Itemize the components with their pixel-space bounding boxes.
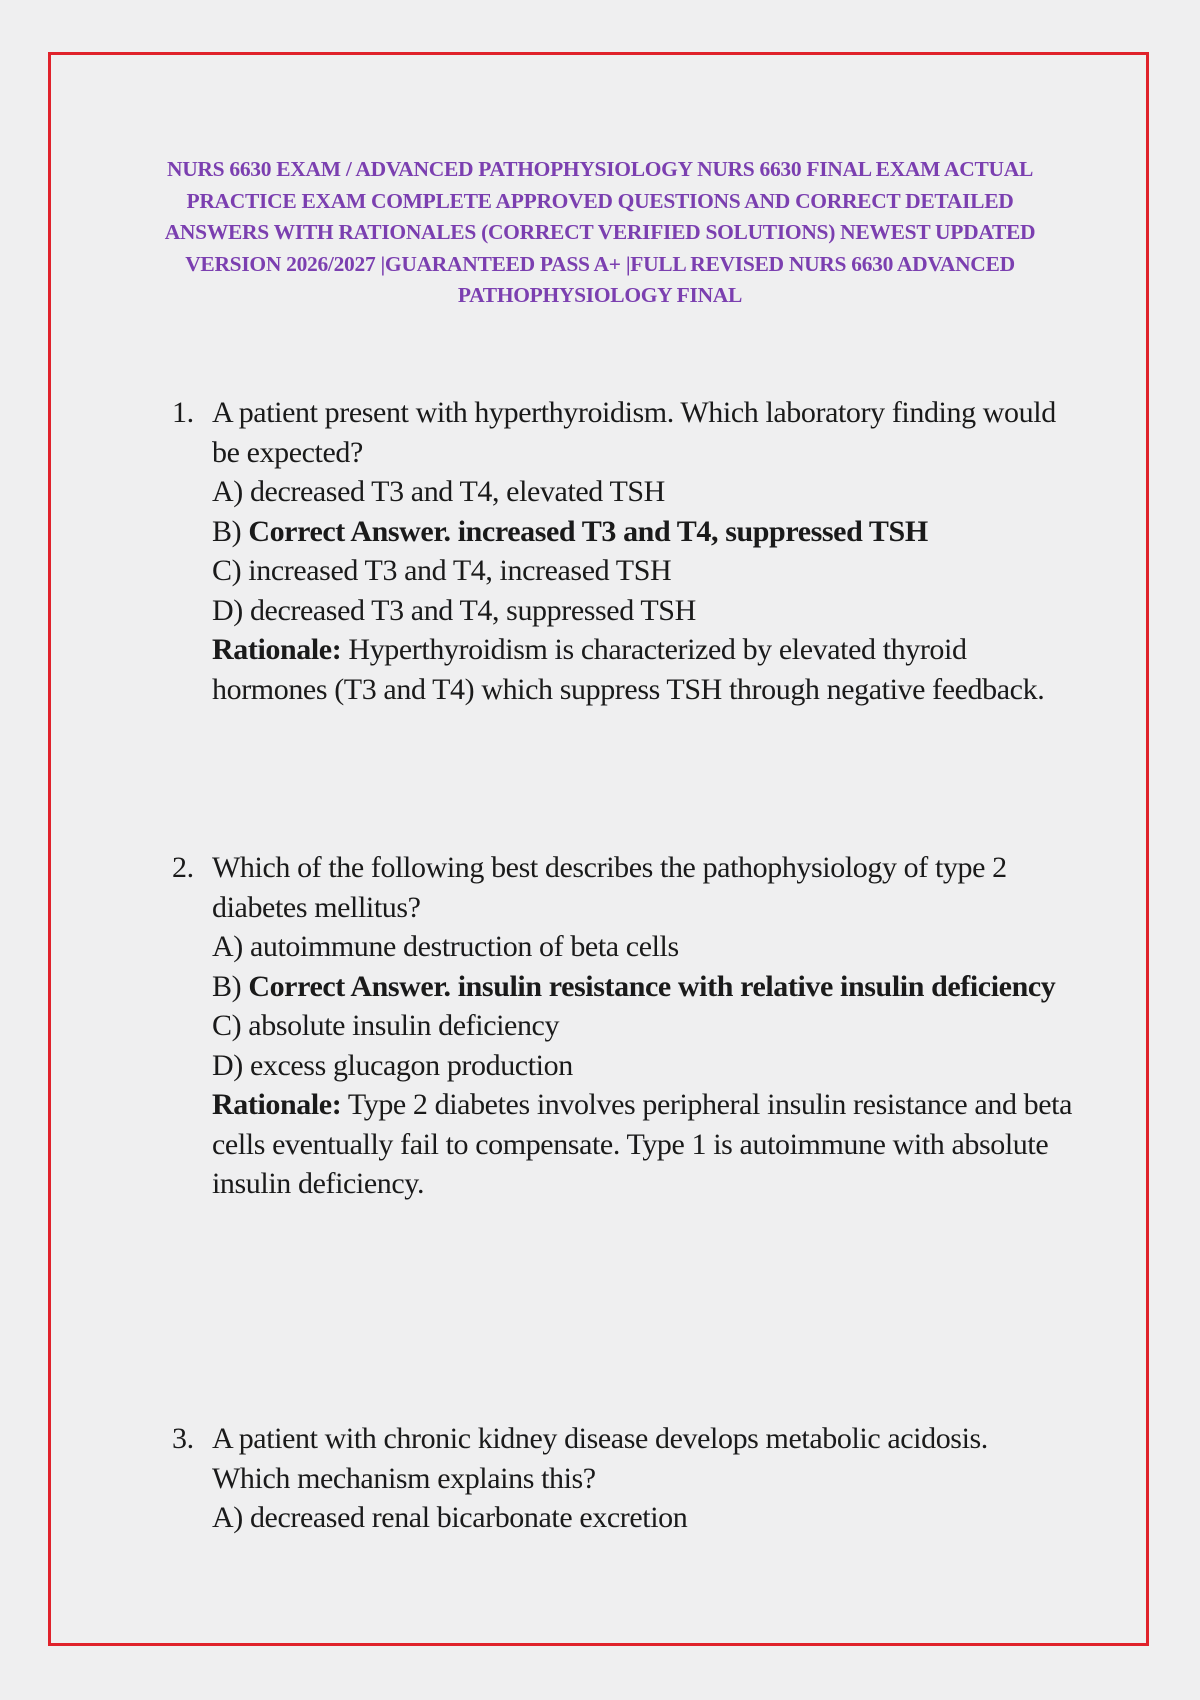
question-1: [172, 393, 1072, 709]
option-a: A) decreased renal bicarbonate excretion: [212, 1501, 688, 1534]
question-number: 1.: [172, 396, 194, 429]
question-stem: A patient with chronic kidney disease develops metabolic acidosis. Which mechanism explains this?: [212, 1422, 988, 1495]
option-b-prefix: B): [212, 969, 249, 1003]
option-d: D) decreased T3 and T4, suppressed TSH: [212, 593, 696, 627]
option-b: [212, 967, 1072, 1007]
rationale-label: Rationale:: [212, 633, 342, 666]
document-title: NURS 6630 EXAM / ADVANCED PATHOPHYSIOLOGY NURS 6630 FINAL EXAM ACTUAL PRACTICE EXAM COMPLETE APPROVED QUESTIONS AND CORRECT DETAILED ANSWERS WITH RATIONALES (CORRECT VERIFIED SOLUTIONS) NEWEST UPDATED VERSION 2026/2027 |GUARANTEED PASS A+ |FULL REVISED NURS 6630 ADVANCED PATHOPHYSIOLOGY FINAL: [164, 157, 1036, 307]
option-c: C) absolute insulin deficiency: [212, 1009, 560, 1042]
rationale-text: Type 2 diabetes involves peripheral insulin resistance and beta cells eventually fail to compensate. Type 1 is autoimmune with absolute insulin deficiency.: [212, 1088, 1073, 1200]
option-a: A) autoimmune destruction of beta cells: [212, 930, 679, 963]
option-a: A) decreased T3 and T4, elevated TSH: [212, 475, 665, 508]
question-3: [172, 1419, 1072, 1538]
option-b-prefix: B): [212, 514, 249, 548]
question-2: [172, 848, 1072, 1204]
option-b: [212, 512, 1072, 552]
option-c: C) increased T3 and T4, increased TSH: [212, 554, 672, 587]
rationale-text: Hyperthyroidism is characterized by elevated thyroid hormones (T3 and T4) which suppress TSH through negative feedback.: [212, 633, 1045, 706]
question-stem: Which of the following best describes the pathophysiology of type 2 diabetes mellitus?: [212, 851, 1007, 924]
question-stem: A patient present with hyperthyroidism. Which laboratory finding would be expected?: [212, 396, 1056, 469]
question-number: 3.: [172, 1422, 194, 1455]
correct-answer: Correct Answer. insulin resistance with relative insulin deficiency: [248, 969, 1056, 1003]
rationale-label: Rationale:: [212, 1088, 342, 1121]
correct-answer: Correct Answer. increased T3 and T4, suppressed TSH: [248, 514, 928, 548]
rationale: [212, 1085, 1072, 1204]
rationale: [212, 630, 1072, 709]
option-d: D) excess glucagon production: [212, 1048, 573, 1082]
question-number: 2.: [172, 851, 194, 884]
